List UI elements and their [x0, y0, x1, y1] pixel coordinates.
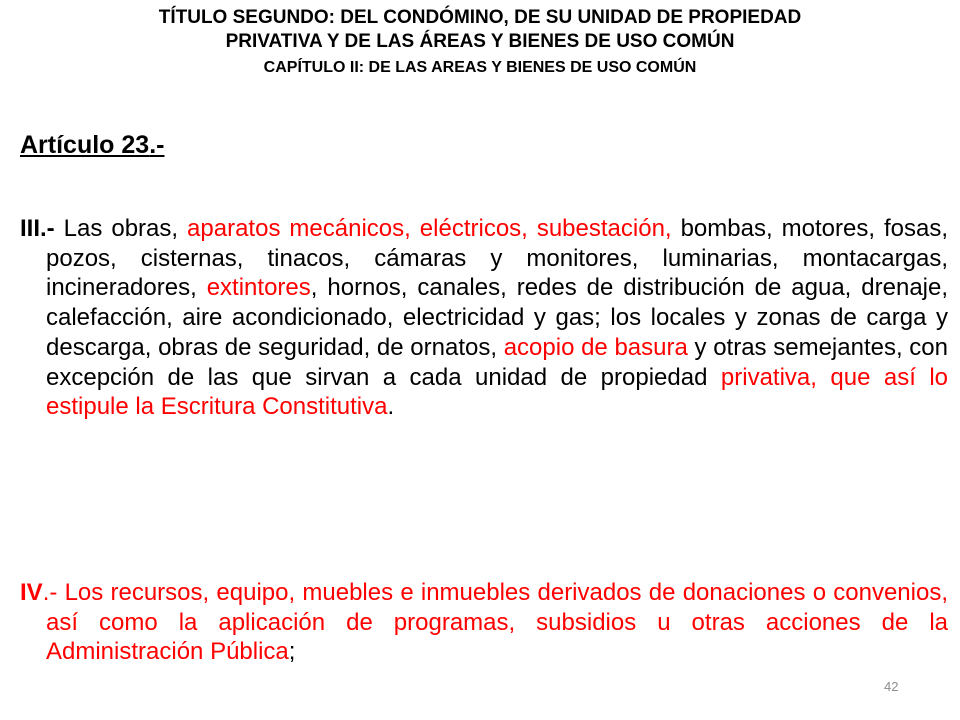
article-suffix: .-	[149, 131, 165, 159]
slide-header	[0, 6, 960, 79]
section-iii-highlight-3: acopio de basura	[503, 333, 688, 361]
section-iii-number: III.-	[20, 215, 55, 242]
article-heading	[20, 131, 164, 160]
section-iv-number-suffix: .-	[42, 579, 58, 606]
chapter-heading: CAPÍTULO II: DE LAS AREAS Y BIENES DE USO COMÚN	[263, 59, 697, 76]
section-iii-highlight-1: aparatos mecánicos, eléctricos, subestación,	[187, 215, 672, 242]
section-iii-text-5: .	[387, 393, 395, 421]
section-iii-text-4: y otras semejantes, con excepción de las que sirvan a cada unidad de propiedad	[46, 333, 948, 391]
section-iv-highlight-1: Los recursos, equipo, muebles e inmuebles derivados de donaciones o convenios, así como la aplicación de programas, subsidios u otras acciones de la Administración Pública	[46, 579, 948, 666]
section-iii-text-2: bombas, motores, fosas, pozos, cisternas, tinacos, cámaras y monitores, luminarias, montacargas, incineradores,	[46, 215, 949, 302]
section-iii-text-3: , hornos, canales, redes de distribución de agua, drenaje, calefacción, aire acondicionado, electricidad y gas; los locales y zonas de carga y descarga, obras de seguridad, de ornatos,	[46, 274, 949, 361]
section-iii	[20, 214, 948, 422]
section-iii-text-1: Las obras,	[54, 215, 188, 242]
title-line-1: TÍTULO SEGUNDO: DEL CONDÓMINO, DE SU UNIDAD DE PROPIEDAD	[158, 7, 802, 28]
section-iv-number: IV	[20, 579, 43, 606]
section-iii-highlight-2: extintores	[206, 274, 311, 302]
section-iii-highlight-4: privativa, que así lo estipule la Escritura Constitutiva	[46, 363, 949, 421]
section-iv	[20, 578, 948, 667]
section-iv-text-1: ;	[288, 638, 296, 666]
page-number: 42	[884, 679, 899, 694]
title-line-2: PRIVATIVA Y DE LAS ÁREAS Y BIENES DE USO COMÚN	[225, 31, 735, 52]
article-label: Artículo 23	[20, 131, 150, 159]
